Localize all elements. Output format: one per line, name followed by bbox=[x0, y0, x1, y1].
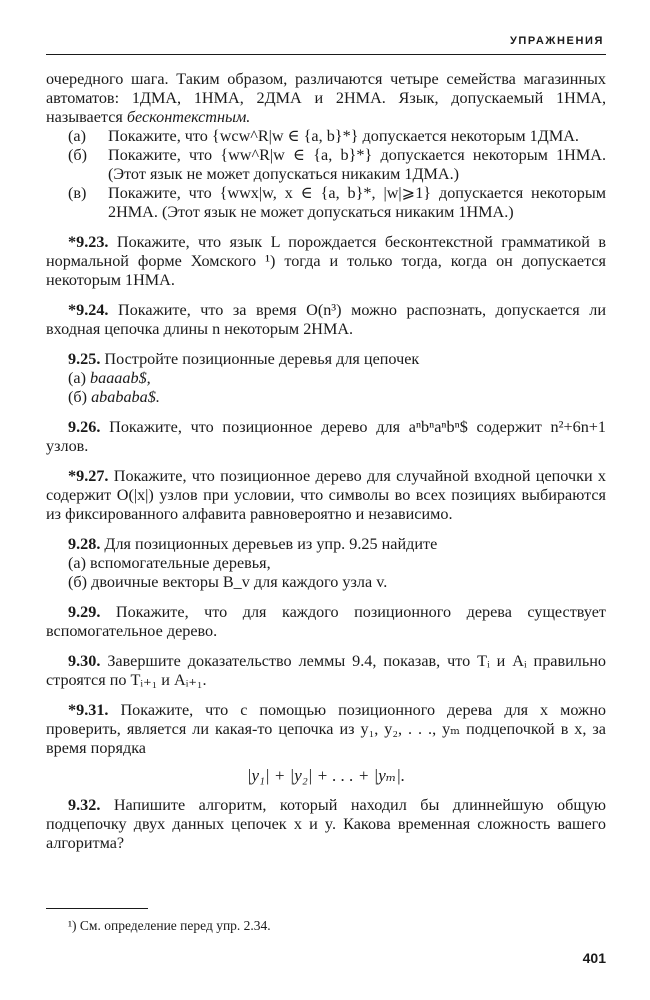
item-text: двоичные векторы B_v для каждого узла v. bbox=[91, 573, 388, 591]
item-label: (а) bbox=[68, 554, 86, 572]
exercise-number: 9.32. bbox=[68, 796, 101, 814]
footnote-rule bbox=[46, 908, 148, 909]
exercise-text: Покажите, что за время O(n³) можно распознать, допускается ли входная цепочка длины n некоторым 2НМА. bbox=[46, 301, 606, 338]
exercise-9-27 bbox=[46, 467, 606, 524]
item-label: (б) bbox=[68, 146, 88, 164]
item-label: (б) bbox=[68, 388, 88, 406]
exercise-9-29 bbox=[46, 603, 606, 641]
header-rule bbox=[46, 54, 606, 55]
exercise-number: 9.30. bbox=[68, 652, 101, 670]
list-item bbox=[46, 369, 606, 388]
exercise-number: *9.23. bbox=[68, 233, 109, 251]
exercise-text: Покажите, что язык L порождается бесконтекстной грамматикой в нормальной форме Хомского ¹) тогда и только тогда, когда он допускается некоторым 1НМА. bbox=[46, 233, 606, 289]
page-number: 401 bbox=[582, 950, 606, 966]
exercise-9-32 bbox=[46, 796, 606, 853]
exercise-number: 9.29. bbox=[68, 603, 101, 621]
exercise-number: 9.25. bbox=[68, 350, 101, 368]
item-text: baaaab$, bbox=[90, 369, 151, 387]
list-item bbox=[46, 146, 606, 184]
intro-paragraph bbox=[46, 70, 606, 127]
exercise-text: Покажите, что для каждого позиционного дерева существует вспомогательное дерево. bbox=[46, 603, 606, 640]
item-label: (а) bbox=[68, 369, 86, 387]
item-text: abababa$. bbox=[91, 388, 160, 406]
intro-term: бесконтекстным. bbox=[126, 108, 251, 126]
item-label: (б) bbox=[68, 573, 88, 591]
exercise-text: Постройте позиционные деревья для цепочек bbox=[104, 350, 420, 368]
page-body bbox=[46, 70, 606, 853]
item-label: (в) bbox=[68, 184, 87, 202]
item-text: Покажите, что {wwx|w, x ∈ {a, b}*, |w|⩾1} допускается некоторым 2НМА. (Этот язык не может допускаться никаким 1НМА.) bbox=[108, 184, 606, 221]
footnote bbox=[46, 918, 606, 934]
exercise-9-31 bbox=[46, 701, 606, 758]
list-item bbox=[46, 184, 606, 222]
exercise-text: Покажите, что позиционное дерево для aⁿbⁿaⁿbⁿ$ содержит n²+6n+1 узлов. bbox=[46, 418, 607, 455]
exercise-9-24 bbox=[46, 301, 606, 339]
exercise-number: *9.31. bbox=[68, 701, 109, 719]
item-text: Покажите, что {wcw^R|w ∈ {a, b}*} допускается некоторым 1ДМА. bbox=[108, 127, 579, 145]
exercise-9-26 bbox=[46, 418, 606, 456]
intro-text: очередного шага. Таким образом, различаются четыре семейства магазинных автоматов: 1ДМА, 1НМА, 2ДМА и 2НМА. Язык, допускаемый 1НМА, называется bbox=[46, 70, 606, 126]
exercise-number: 9.26. bbox=[68, 418, 101, 436]
exercise-9-25 bbox=[46, 350, 606, 369]
item-text: Покажите, что {ww^R|w ∈ {a, b}*} допускается некоторым 1НМА. (Этот язык не может допускаться никаким 1ДМА.) bbox=[108, 146, 606, 183]
item-label: (а) bbox=[68, 127, 86, 145]
exercise-9-30 bbox=[46, 652, 606, 690]
exercise-9-28 bbox=[46, 535, 606, 554]
exercise-9-23 bbox=[46, 233, 606, 290]
exercise-text: Покажите, что с помощью позиционного дерева для x можно проверить, является ли какая-то цепочка из y₁, y₂, . . ., yₘ подцепочкой в x, за время порядка bbox=[46, 701, 607, 757]
exercise-number: *9.27. bbox=[68, 467, 109, 485]
list-item bbox=[46, 388, 606, 407]
item-text: вспомогательные деревья, bbox=[90, 554, 271, 572]
exercise-number: 9.28. bbox=[68, 535, 101, 553]
running-head: УПРАЖНЕНИЯ bbox=[509, 35, 604, 47]
exercise-text: Покажите, что позиционное дерево для случайной входной цепочки x содержит O(|x|) узлов при условии, что символы во всех позициях выбираются из фиксированного алфавита равновероятно и независимо. bbox=[46, 467, 607, 523]
list-item bbox=[46, 554, 606, 573]
list-item bbox=[46, 127, 606, 146]
footnote-text: См. определение перед упр. 2.34. bbox=[79, 918, 271, 933]
exercise-text: Завершите доказательство леммы 9.4, показав, что Tᵢ и Aᵢ правильно строятся по Tᵢ₊₁ и Aᵢ₊₁. bbox=[46, 652, 606, 689]
display-formula: |y₁| + |y₂| + . . . + |yₘ|. bbox=[246, 766, 406, 785]
exercise-text: Для позиционных деревьев из упр. 9.25 найдите bbox=[104, 535, 438, 553]
list-item bbox=[46, 573, 606, 592]
exercise-number: *9.24. bbox=[68, 301, 109, 319]
prev-items bbox=[46, 127, 606, 222]
exercise-text: Напишите алгоритм, который находил бы длиннейшую общую подцепочку двух данных цепочек x и y. Какова временная сложность вашего алгоритма? bbox=[46, 796, 606, 852]
footnote-mark: ¹) bbox=[68, 918, 77, 933]
